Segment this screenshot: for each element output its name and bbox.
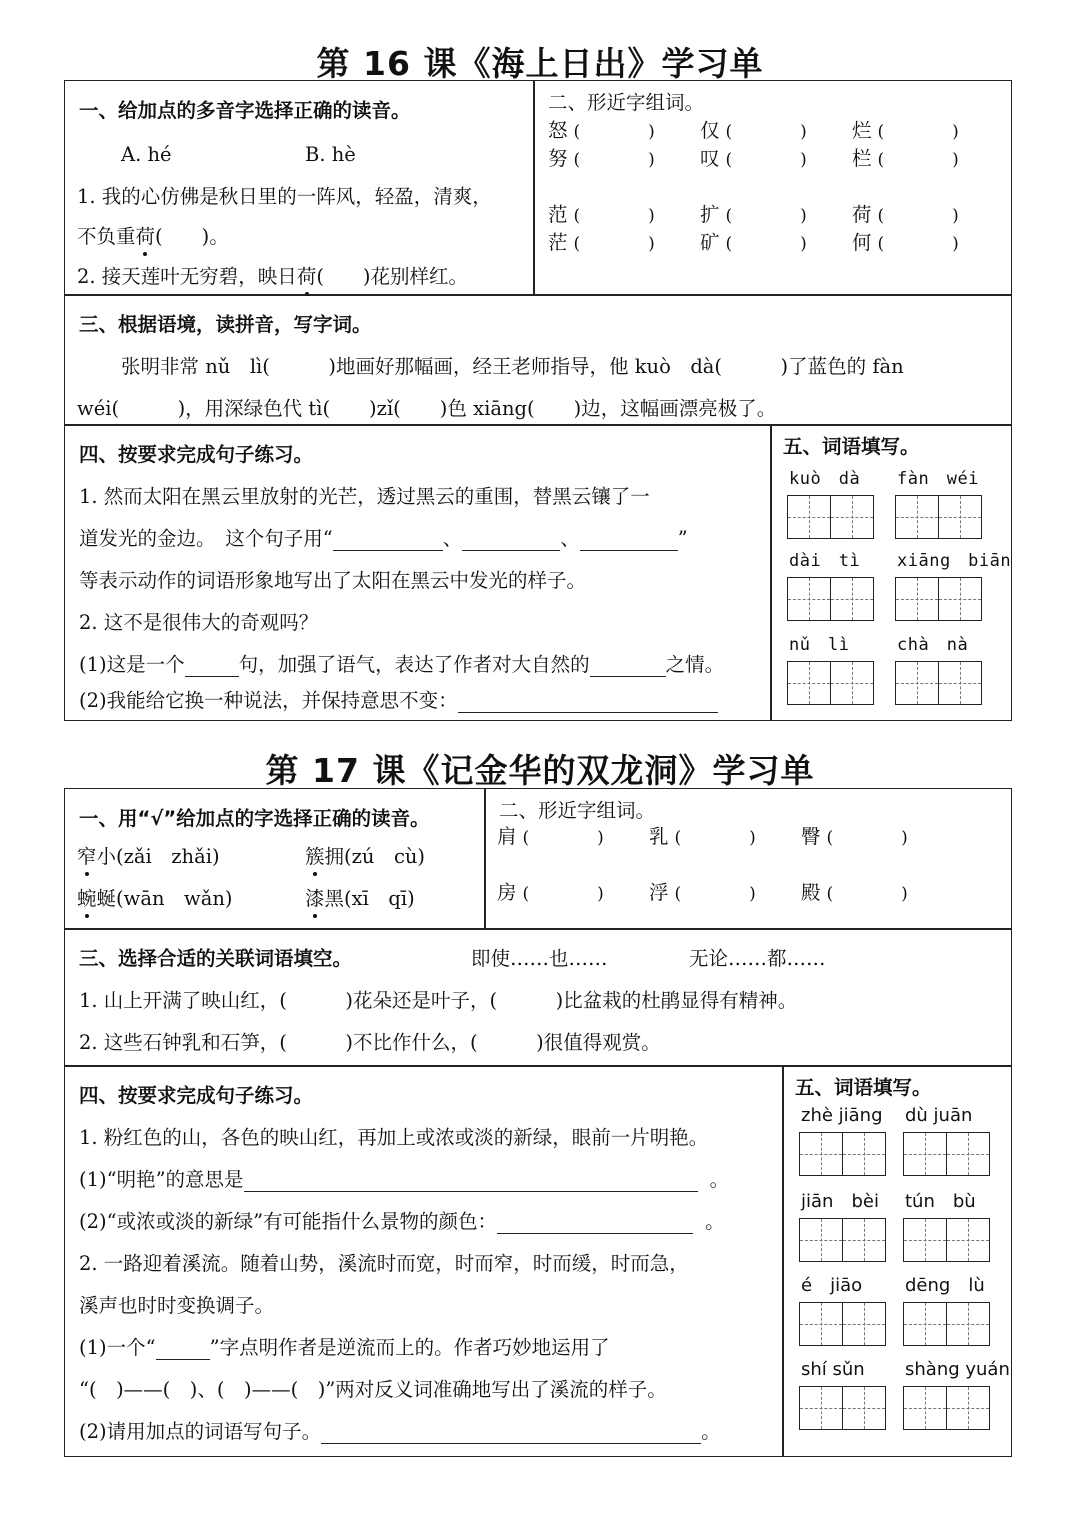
l16-s5-grid-cell[interactable] [787,577,831,621]
l16-s2-char: 仅 [700,119,720,142]
l16-s4-q2a-blank1[interactable] [185,656,239,677]
l17-s1-item[interactable] [77,845,220,869]
l16-s3-heading: 三、根据语境，读拼音，写字词。 [79,313,372,336]
l16-s2-paren[interactable]: ( ) [725,150,807,170]
l16-s2-word-item [700,231,807,256]
l16-s3-line1[interactable]: 张明非常 nǔ lì( )地画好那幅画，经王老师指导，他 kuò dà( )了蓝色的 fàn [121,355,904,378]
l17-section2-box [484,788,1012,930]
l16-s3-line2[interactable]: wéi( )，用深绿色代 tì( )zǐ( )色 xiāng( )边，这幅画漂亮极了。 [77,397,777,420]
l16-s2-word-item [852,147,959,172]
l17-s5-grid-cell[interactable] [903,1386,947,1430]
l16-s2-paren[interactable]: ( ) [573,122,655,142]
l17-s3-option1: 即使……也…… [471,947,608,970]
l17-s5-grid-cell[interactable] [842,1218,886,1262]
l16-s5-writing-grid[interactable] [787,577,872,621]
l17-s4-q2a-line2[interactable]: “( )——( )、( )——( )”两对反义词准确地写出了溪流的样子。 [79,1378,667,1401]
l17-s3-q1[interactable]: 1. 山上开满了映山红，( )花朵还是叶子，( )比盆栽的杜鹃显得有精神。 [79,989,798,1012]
l17-s5-writing-grid[interactable] [799,1218,884,1262]
l17-s2-paren[interactable]: ( ) [674,828,756,848]
l17-s2-paren[interactable]: ( ) [522,884,604,904]
l17-s2-word-item [497,881,604,906]
l16-s5-grid-cell[interactable] [895,661,939,705]
l17-s2-word-item [801,825,908,850]
l17-s2-heading: 二、形近字组词。 [499,799,656,822]
l16-s2-word-item [700,147,807,172]
l17-s5-grid-cell[interactable] [903,1302,947,1346]
l16-s2-char: 茫 [548,231,568,254]
l16-s5-pinyin: dài tì [789,551,861,571]
l16-s1-q2 [77,265,468,289]
l17-s4-q1b [79,1210,725,1234]
l16-s2-word-item [548,147,655,172]
l16-s2-paren[interactable]: ( ) [725,206,807,226]
l16-s2-paren[interactable]: ( ) [725,234,807,254]
l17-s2-paren[interactable]: ( ) [826,884,908,904]
l16-s5-grid-cell[interactable] [895,495,939,539]
l16-s5-pinyin: nǔ lì [789,635,850,655]
l17-s1-item[interactable] [305,887,415,911]
l16-s1-q1-line2 [77,225,229,249]
l16-s4-heading: 四、按要求完成句子练习。 [79,443,314,466]
l16-s2-word-item [852,203,959,228]
l17-s3-q2[interactable]: 2. 这些石钟乳和石笋，( )不比作什么，( )很值得观赏。 [79,1031,661,1054]
l16-s5-writing-grid[interactable] [895,495,980,539]
l16-s4-q2a-pre: (1)这是一个 [79,653,185,676]
l16-s1-q1-dot-char: 荷 [135,225,156,248]
l16-s1-q2-pre: 2. 接天莲叶无穷碧，映日 [77,265,297,288]
l16-s4-q2a-mid: 句，加强了语气，表达了作者对大自然的 [238,653,590,676]
l17-s5-pinyin: dēng lù [905,1275,985,1296]
l17-s3-heading: 三、选择合适的关联词语填空。 [79,947,353,970]
l17-s1-rest: 黑(xī qī) [324,887,415,910]
l17-s4-q2b-period: 。 [701,1420,721,1443]
l17-s5-grid-cell[interactable] [842,1132,886,1176]
l17-s5-writing-grid[interactable] [799,1302,884,1346]
l17-s5-writing-grid[interactable] [903,1218,988,1262]
l16-s2-char: 烂 [852,119,872,142]
l16-s2-char: 荷 [852,203,872,226]
l17-s4-heading: 四、按要求完成句子练习。 [79,1084,314,1107]
l16-s1-q2-dot-char: 荷 [296,265,317,288]
l16-s2-char: 扩 [700,203,720,226]
l17-s2-char: 浮 [649,881,669,904]
l16-s5-grid-cell[interactable] [830,661,874,705]
l17-s1-heading: 一、用“√”给加点的字选择正确的读音。 [79,807,430,830]
l17-s1-item[interactable] [305,845,425,869]
l17-s5-grid-cell[interactable] [946,1386,990,1430]
l16-s2-heading: 二、形近字组词。 [548,91,705,114]
l16-s2-char: 努 [548,147,568,170]
l16-s1-heading: 一、给加点的多音字选择正确的读音。 [79,99,411,122]
l16-s2-paren[interactable]: ( ) [573,150,655,170]
l17-s4-q1a-blank[interactable] [244,1171,698,1192]
l17-s1-dot-char: 窄 [77,845,97,868]
l16-s1-q1-pre: 不负重 [77,225,136,248]
l17-s5-heading: 五、词语填写。 [795,1076,932,1099]
l16-s4-q2a [79,653,724,677]
l16-s5-grid-cell[interactable] [787,495,831,539]
l17-section1-box [64,788,486,930]
l17-s1-item[interactable] [77,887,232,911]
l16-s2-word-item [852,119,959,144]
l17-s5-grid-cell[interactable] [946,1302,990,1346]
l16-s2-paren[interactable]: ( ) [877,206,959,226]
l17-s2-word-item [649,825,756,850]
l16-s4-blank3[interactable] [580,530,678,551]
l17-s2-char: 肩 [497,825,517,848]
l17-s5-writing-grid[interactable] [903,1132,988,1176]
l16-s1-option-b: B. hè [305,143,356,166]
l16-s2-char: 叹 [700,147,720,170]
l16-section4-box [64,424,772,721]
l17-s4-q2-line2: 溪声也时时变换调子。 [79,1294,275,1317]
l16-s2-paren[interactable]: ( ) [573,206,655,226]
l16-s2-char: 何 [852,231,872,254]
l17-s1-dot-char: 漆 [305,887,325,910]
l17-s2-word-item [801,881,908,906]
l17-s2-char: 臀 [801,825,821,848]
l16-section3-box [64,294,1012,426]
l17-s2-paren[interactable]: ( ) [674,884,756,904]
l16-s2-paren[interactable]: ( ) [725,122,807,142]
l16-s5-grid-cell[interactable] [938,577,982,621]
l17-s5-grid-cell[interactable] [799,1218,843,1262]
l17-section5-box [782,1065,1012,1457]
l16-s4-q2: 2. 这不是很伟大的奇观吗？ [79,611,319,634]
l17-s5-pinyin: shàng yuán [905,1359,1010,1380]
l16-s4-q1-line3: 等表示动作的词语形象地写出了太阳在黑云中发光的样子。 [79,569,587,592]
l17-section3-box [64,928,1012,1067]
l17-s2-word-item [497,825,604,850]
l17-section4-box [64,1065,784,1457]
l17-s5-pinyin: tún bù [905,1191,976,1212]
l17-s2-paren[interactable]: ( ) [522,828,604,848]
l16-s2-paren[interactable]: ( ) [877,122,959,142]
l16-s5-grid-cell[interactable] [895,577,939,621]
l16-s2-char: 栏 [852,147,872,170]
l17-s5-pinyin: jiān bèi [801,1191,879,1212]
l17-s4-q1b-blank[interactable] [497,1213,693,1234]
l17-s4-q2a-blank[interactable] [156,1339,210,1360]
l16-s5-pinyin: fàn wéi [897,469,979,489]
l16-s4-q2b-label: (2)我能给它换一种说法，并保持意思不变： [79,689,458,712]
l17-s2-char: 房 [497,881,517,904]
l16-s5-pinyin: xiāng biān [897,551,1012,571]
l16-s2-word-item [700,203,807,228]
l16-s4-q2a-post: 之情。 [665,653,725,676]
l16-s4-blank2[interactable] [462,530,560,551]
l17-s2-word-item [649,881,756,906]
l16-s2-word-item [548,203,655,228]
l17-s2-char: 殿 [801,881,821,904]
l16-s4-blank1[interactable] [333,530,443,551]
l17-s1-dot-char: 蜿 [77,887,97,910]
l16-s2-char: 矿 [700,231,720,254]
l16-s5-grid-cell[interactable] [830,495,874,539]
l17-s4-q1b-label: (2)“或浓或淡的新绿”有可能指什么景物的颜色： [79,1210,498,1233]
l16-s5-grid-cell[interactable] [830,577,874,621]
l17-s4-q2b-label: (2)请用加点的词语写句子。 [79,1420,322,1443]
l17-s5-pinyin: shí sǔn [801,1359,865,1380]
l16-s2-word-item [700,119,807,144]
l17-s4-q2b [79,1420,721,1444]
l17-s1-rest: 蜒(wān wǎn) [96,887,233,910]
l17-s4-q2a-pre: (1)一个“ [79,1336,156,1359]
l17-s5-grid-cell[interactable] [799,1302,843,1346]
l16-section5-box [770,424,1012,721]
l16-s2-paren[interactable]: ( ) [573,234,655,254]
l16-s2-word-item [548,119,655,144]
l16-s4-q2a-blank2[interactable] [590,656,666,677]
l16-s5-grid-cell[interactable] [938,661,982,705]
l17-s4-q2a-post: ”字点明作者是逆流而上的。作者巧妙地运用了 [209,1336,610,1359]
l16-s4-q2b-blank[interactable] [458,692,718,713]
l16-s4-sep2: 、 [560,527,580,550]
l17-s5-grid-cell[interactable] [842,1302,886,1346]
l16-s5-heading: 五、词语填写。 [783,435,920,458]
l17-s4-q1: 1. 粉红色的山，各色的映山红，再加上或浓或淡的新绿，眼前一片明艳。 [79,1126,709,1149]
l17-s4-q1a [79,1168,729,1192]
l16-s2-word-item [548,231,655,256]
l17-s5-grid-cell[interactable] [903,1218,947,1262]
l17-s5-grid-cell[interactable] [946,1132,990,1176]
l16-s5-writing-grid[interactable] [787,495,872,539]
l16-s4-q1-line2 [79,527,688,551]
l16-s5-writing-grid[interactable] [895,661,980,705]
l17-s5-pinyin: zhè jiāng [801,1105,883,1126]
l17-s3-option2: 无论……都…… [689,947,826,970]
l16-s2-paren[interactable]: ( ) [877,150,959,170]
l17-s4-q2-line1: 2. 一路迎着溪流。随着山势，溪流时而宽，时而窄，时而缓，时而急， [79,1252,689,1275]
l16-s5-grid-cell[interactable] [938,495,982,539]
l16-s1-q1-line1: 1. 我的心仿佛是秋日里的一阵风，轻盈，清爽， [77,185,492,208]
l16-s1-q2-post[interactable]: ( )花别样红。 [316,265,469,288]
l16-s1-option-a: A. hé [121,143,172,166]
l16-s4-q2b [79,689,718,713]
l17-s4-q1a-label: (1)“明艳”的意思是 [79,1168,244,1191]
l16-section2-box [533,80,1012,296]
lesson16-title: 第 16 课《海上日出》学习单 [316,44,764,83]
l16-s4-sep1: 、 [442,527,463,550]
l17-s5-grid-cell[interactable] [842,1386,886,1430]
l17-s4-q2a [79,1336,610,1360]
l17-s5-grid-cell[interactable] [946,1218,990,1262]
l17-s2-paren[interactable]: ( ) [826,828,908,848]
l16-s5-pinyin: chà nà [897,635,969,655]
l17-s4-q2b-blank[interactable] [321,1423,701,1444]
l17-s1-dot-char: 簇 [305,845,325,868]
l16-s5-grid-cell[interactable] [787,661,831,705]
l17-s4-q1a-period: 。 [709,1168,730,1191]
l17-s5-grid-cell[interactable] [799,1386,843,1430]
l16-s5-writing-grid[interactable] [895,577,980,621]
l16-s4-q1-line1: 1. 然而太阳在黑云里放射的光芒，透过黑云的重围，替黑云镶了一 [79,485,650,508]
l17-s5-writing-grid[interactable] [799,1132,884,1176]
l17-s5-writing-grid[interactable] [799,1386,884,1430]
l16-s2-word-item [852,231,959,256]
l16-s5-pinyin: kuò dà [789,469,861,489]
l16-s2-paren[interactable]: ( ) [877,234,959,254]
l17-s1-rest: 拥(zú cù) [324,845,426,868]
l17-s5-writing-grid[interactable] [903,1386,988,1430]
l17-s5-pinyin: dù juān [905,1105,973,1126]
l16-s2-char: 怒 [548,119,568,142]
l17-s2-char: 乳 [649,825,669,848]
l16-s4-close-quote: ” [677,527,688,550]
l17-s5-grid-cell[interactable] [799,1132,843,1176]
l16-s5-writing-grid[interactable] [787,661,872,705]
l16-s1-q1-post[interactable]: ( )。 [155,225,229,248]
l17-s5-grid-cell[interactable] [903,1132,947,1176]
l17-s5-pinyin: é jiāo [801,1275,863,1296]
l16-s4-q1-pre: 道发光的金边。 这个句子用“ [79,527,333,550]
l16-section1-box [64,80,535,296]
l17-s5-writing-grid[interactable] [903,1302,988,1346]
l17-s4-q1b-period: 。 [705,1210,725,1233]
lesson17-title: 第 17 课《记金华的双龙洞》学习单 [265,751,815,790]
l17-s1-rest: 小(zǎi zhǎi) [96,845,220,868]
l16-s2-char: 范 [548,203,568,226]
